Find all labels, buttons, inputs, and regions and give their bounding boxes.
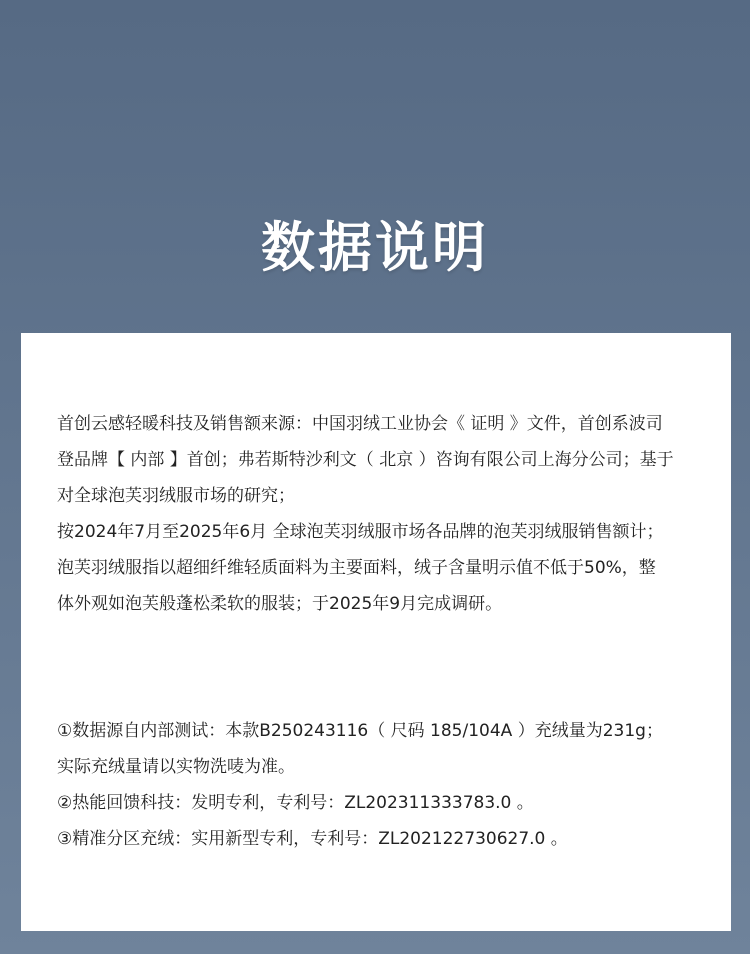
notes-list <box>57 713 701 857</box>
text-line: 泡芙羽绒服指以超细纤维轻质面料为主要面料，绒子含量明示值不低于50%，整 <box>57 558 656 578</box>
text-line: 体外观如泡芙般蓬松柔软的服装；于2025年9月完成调研。 <box>57 594 503 614</box>
data-description-card <box>21 333 731 931</box>
text-line: 对全球泡芙羽绒服市场的研究； <box>57 486 295 506</box>
text-line: 首创云感轻暖科技及销售额来源：中国羽绒工业协会《 证明 》文件，首创系波司 <box>57 414 663 434</box>
note-item: ②热能回馈科技：发明专利，专利号：ZL202311333783.0 。 <box>57 793 534 813</box>
source-paragraph <box>57 406 701 622</box>
text-line: 按2024年7月至2025年6月 全球泡芙羽绒服市场各品牌的泡芙羽绒服销售额计； <box>57 522 664 542</box>
page-title: 数据说明 <box>261 216 489 279</box>
text-line: 登品牌【 内部 】首创；弗若斯特沙利文（ 北京 ）咨询有限公司上海分公司；基于 <box>57 450 674 470</box>
note-item: 实际充绒量请以实物洗唛为准。 <box>57 757 295 777</box>
note-item: ③精准分区充绒：实用新型专利，专利号：ZL202122730627.0 。 <box>57 829 568 849</box>
note-item: ①数据源自内部测试：本款B250243116（ 尺码 185/104A ）充绒量为231g； <box>57 721 663 741</box>
